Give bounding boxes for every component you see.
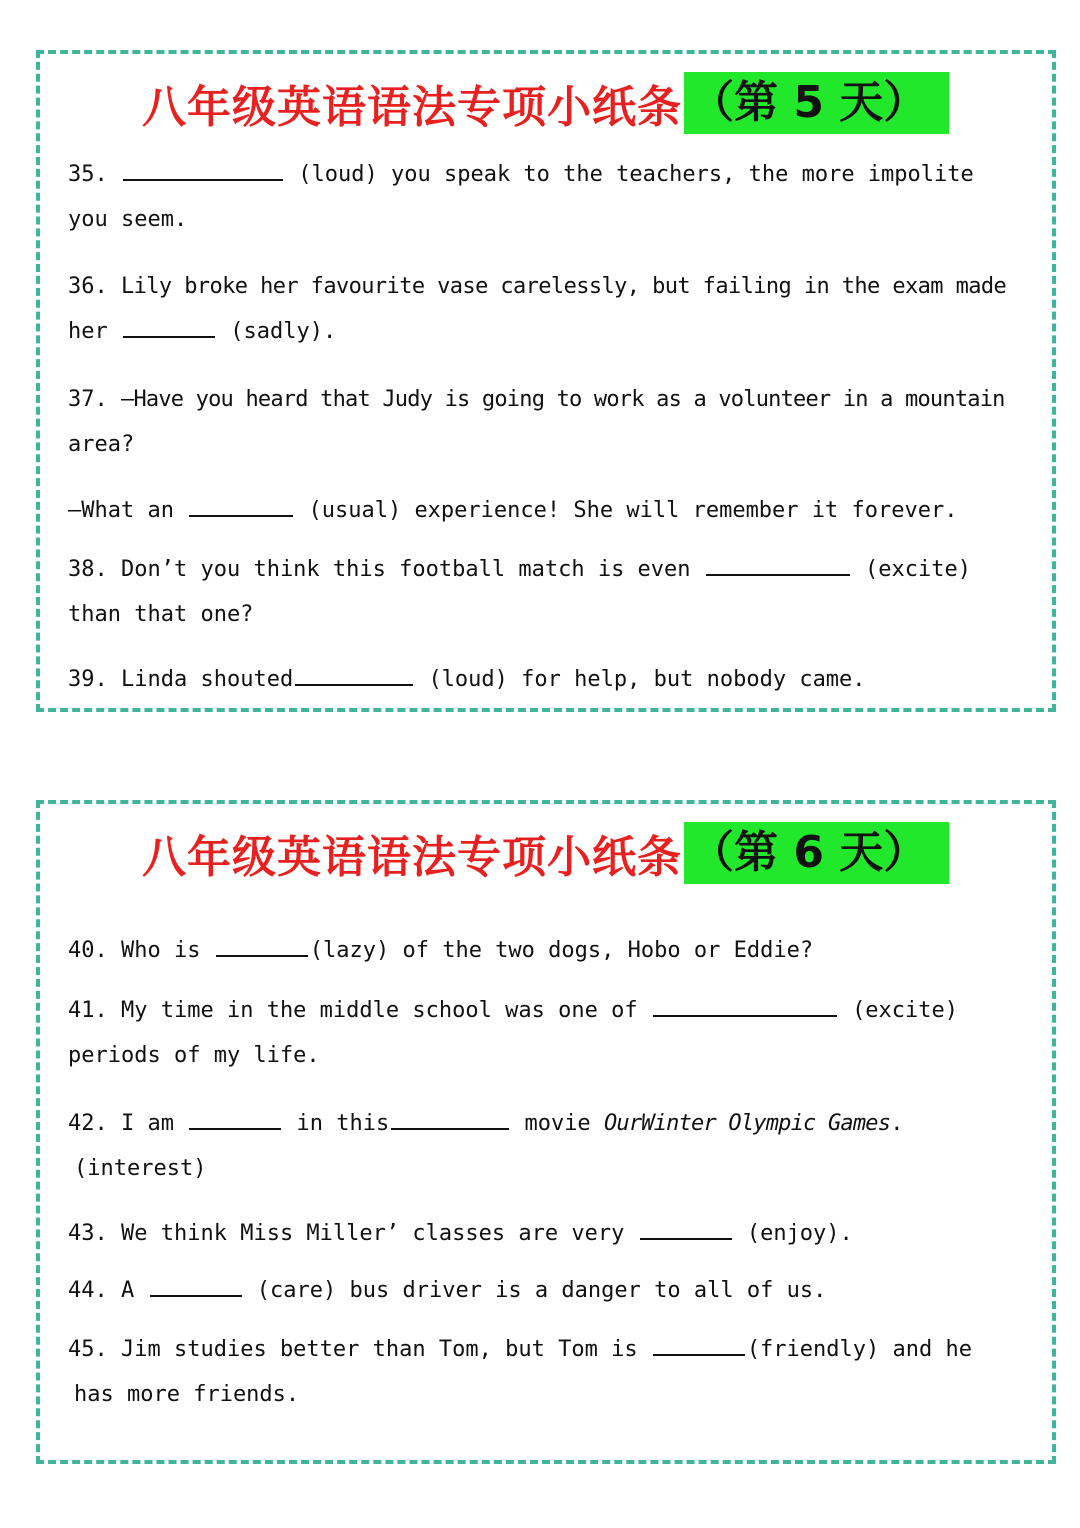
answer-blank[interactable] bbox=[123, 157, 283, 181]
question-37: 37. —Have you heard that Judy is going to work as a volunteer in a mountain area? bbox=[68, 387, 1005, 457]
answer-blank[interactable] bbox=[216, 933, 308, 957]
worksheet-card-day6 bbox=[36, 800, 1056, 1464]
answer-blank[interactable] bbox=[295, 662, 413, 686]
question-37-reply: —What an (usual) experience! She will remember it forever. bbox=[68, 488, 1028, 533]
question-42: 42. I am in this movie OurWinter Olympic Games. (interest) bbox=[68, 1101, 1028, 1191]
question-39: 39. Linda shouted (loud) for help, but nobody came. bbox=[68, 657, 1028, 702]
question-40: 40. Who is (lazy) of the two dogs, Hobo or Eddie? bbox=[68, 928, 1028, 973]
question-36: 36. Lily broke her favourite vase carelessly, but failing in the exam made her (sadly). bbox=[68, 274, 1007, 344]
question-45: 45. Jim studies better than Tom, but Tom is (friendly) and he has more friends. bbox=[68, 1327, 1028, 1417]
answer-blank[interactable] bbox=[640, 1216, 732, 1240]
movie-title: OurWinter Olympic Games bbox=[603, 1111, 891, 1136]
card-title bbox=[142, 72, 949, 134]
question-43: 43. We think Miss Miller’ classes are very (enjoy). bbox=[68, 1211, 1028, 1256]
answer-blank[interactable] bbox=[189, 1106, 281, 1130]
card-title bbox=[142, 822, 949, 884]
answer-blank[interactable] bbox=[706, 552, 850, 576]
day-badge: （第 6 天） bbox=[684, 822, 949, 884]
answer-blank[interactable] bbox=[391, 1106, 509, 1130]
answer-blank[interactable] bbox=[653, 993, 837, 1017]
title-text: 八年级英语语法专项小纸条 bbox=[142, 832, 682, 883]
title-text: 八年级英语语法专项小纸条 bbox=[142, 82, 682, 133]
question-41: 41. My time in the middle school was one of (excite) periods of my life. bbox=[68, 988, 1028, 1078]
answer-blank[interactable] bbox=[123, 314, 215, 338]
answer-blank[interactable] bbox=[150, 1273, 242, 1297]
question-35: 35. (loud) you speak to the teachers, the more impolite you seem. bbox=[68, 152, 1028, 242]
answer-blank[interactable] bbox=[189, 493, 293, 517]
day-badge: （第 5 天） bbox=[684, 72, 949, 134]
question-38: 38. Don’t you think this football match is even (excite) than that one? bbox=[68, 547, 1028, 637]
answer-blank[interactable] bbox=[653, 1332, 745, 1356]
worksheet-card-day5 bbox=[36, 50, 1056, 712]
question-44: 44. A (care) bus driver is a danger to all of us. bbox=[68, 1268, 1028, 1313]
